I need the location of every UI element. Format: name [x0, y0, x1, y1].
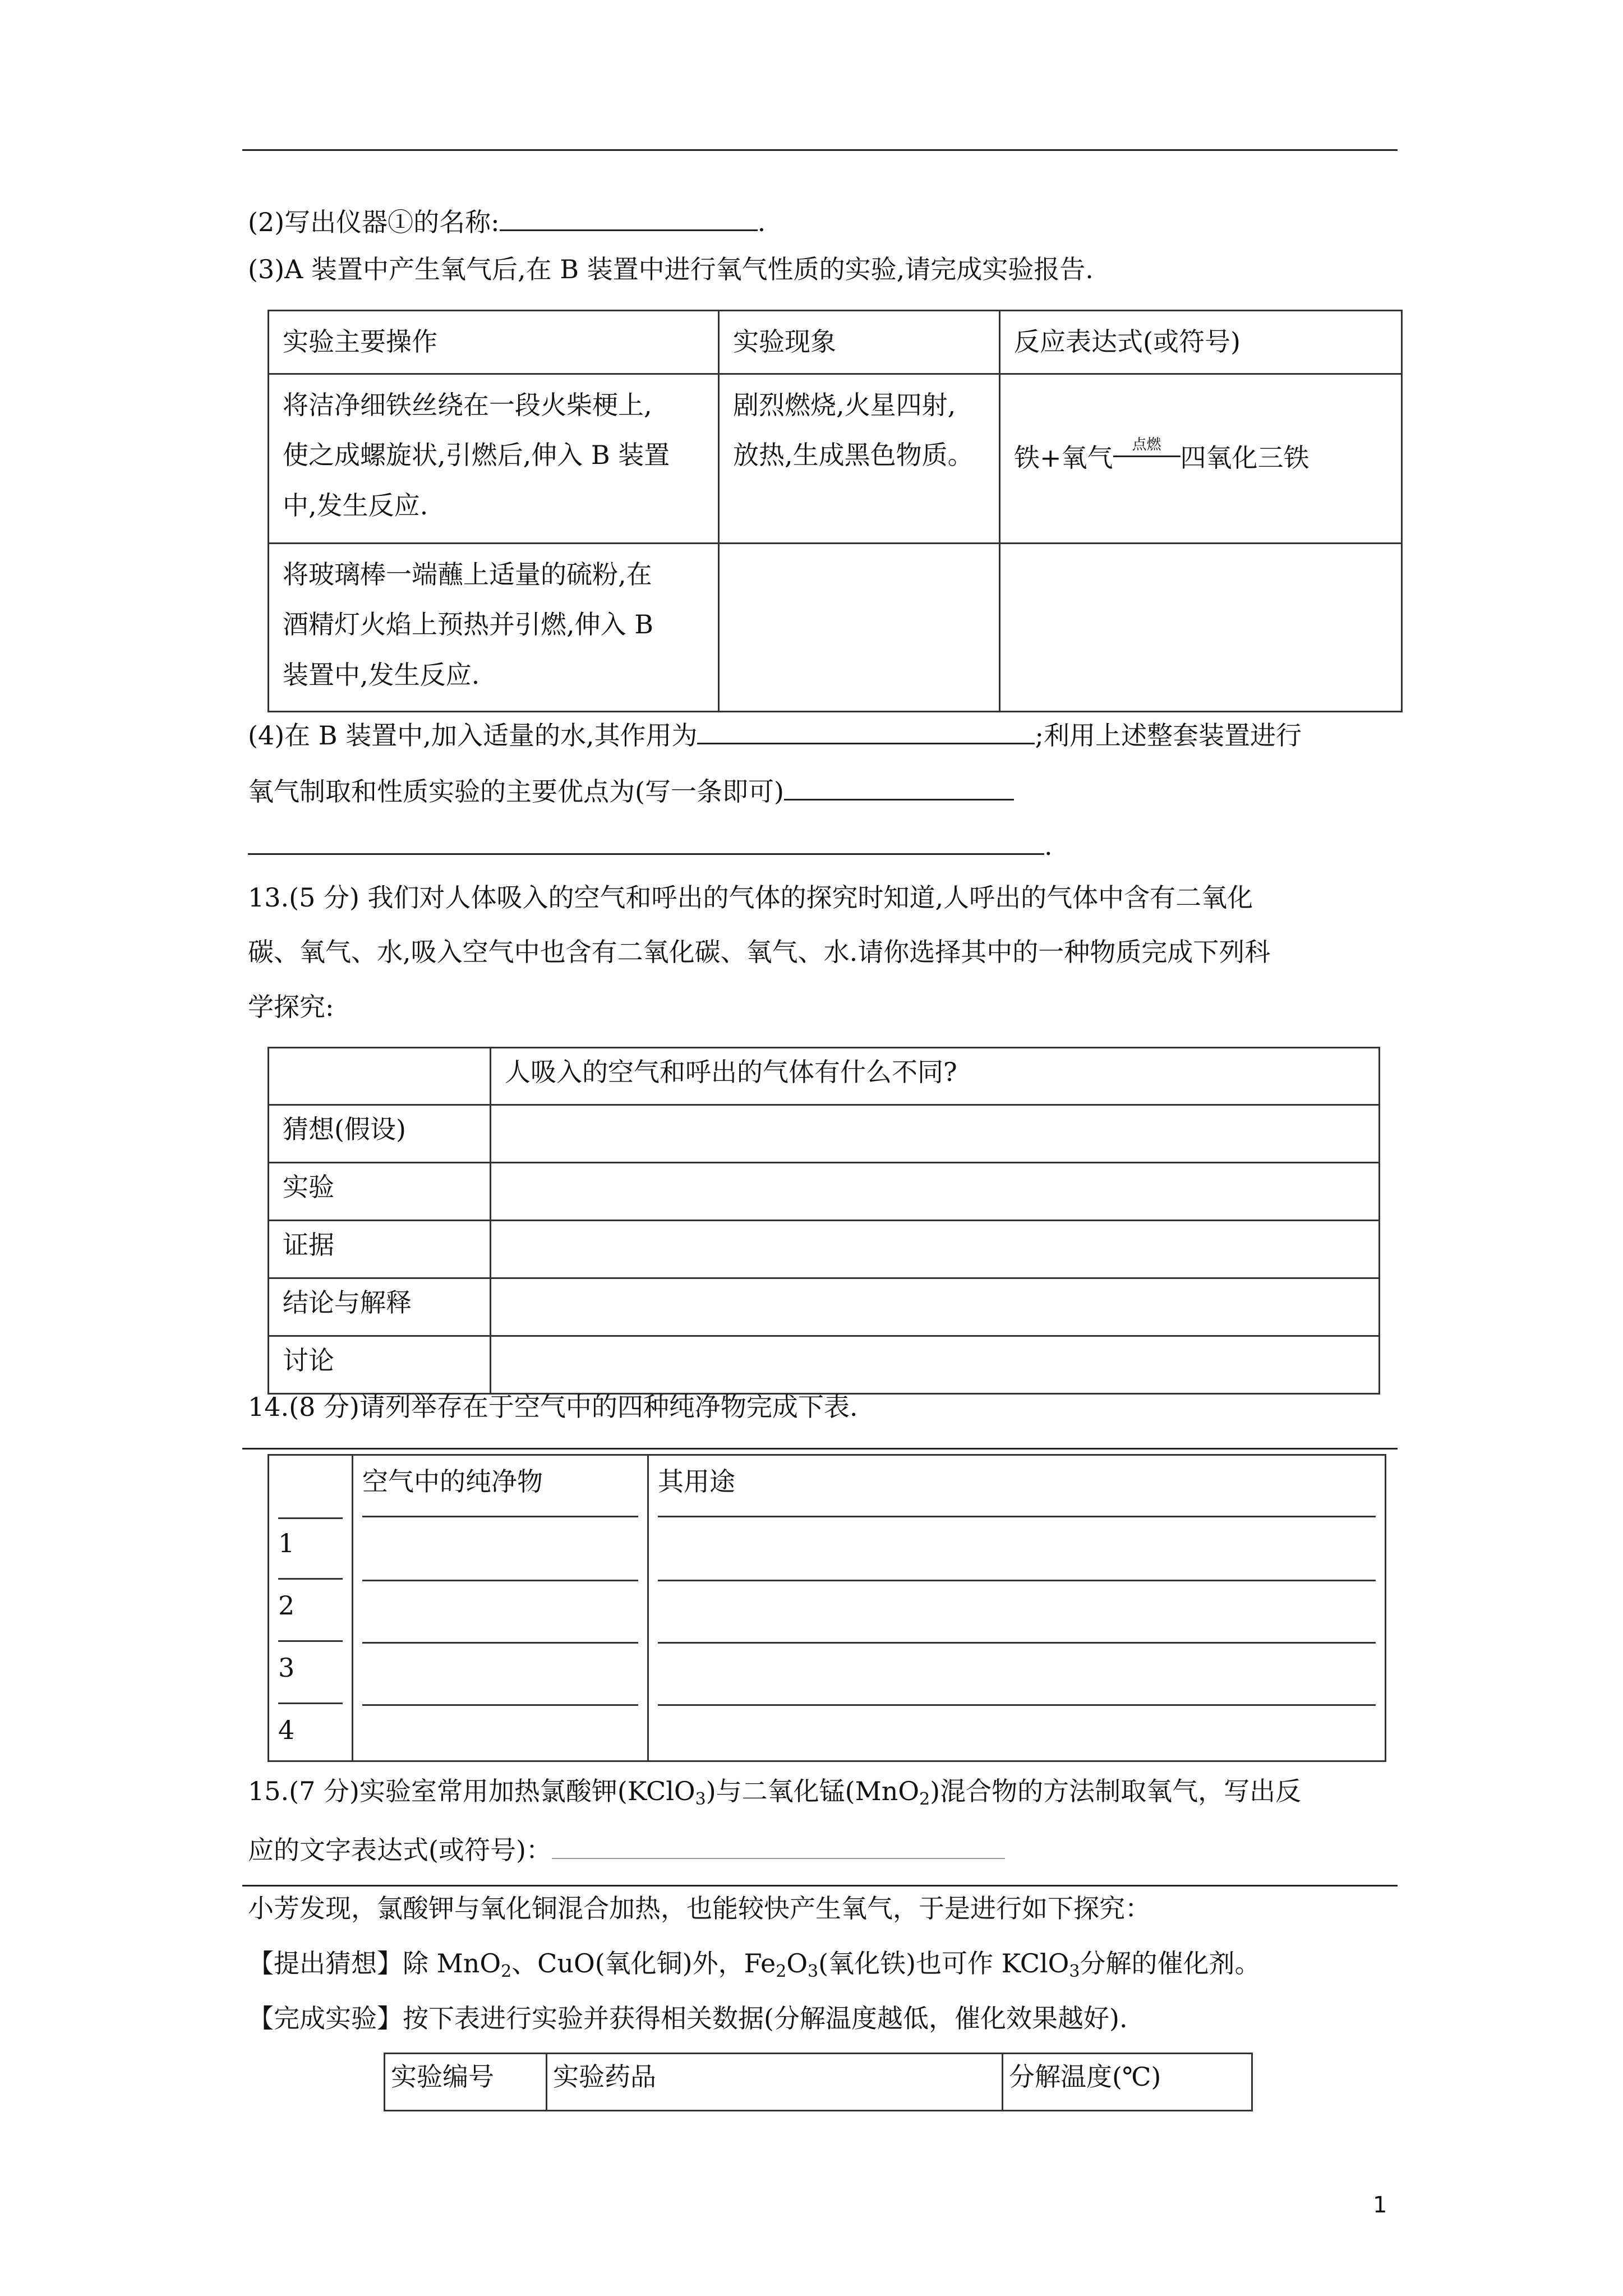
evidence-answer-cell[interactable] — [491, 1221, 1380, 1278]
header-decomposition-temp: 分解温度(℃) — [1003, 2054, 1252, 2111]
q12-part4-line1: (4)在 B 装置中,加入适量的水,其作用为 ;利用上述整套装置进行 — [248, 717, 1302, 748]
hypothesis-answer-cell[interactable] — [491, 1105, 1380, 1163]
table-row — [269, 1048, 1380, 1105]
use-cell-1[interactable] — [648, 1517, 1386, 1580]
table-row — [269, 543, 1402, 711]
header-phenomenon: 实验现象 — [719, 311, 1000, 374]
inquiry-corner-cell — [269, 1048, 491, 1105]
header-substance: 空气中的纯净物 — [362, 1456, 638, 1517]
q15-line3: 小芳发现，氯酸钾与氧化铜混合加热，也能较快产生氧气，于是进行如下探究： — [248, 1893, 1151, 1924]
table-row — [269, 311, 1402, 374]
header-experiment-number: 实验编号 — [385, 2054, 547, 2111]
header-operation: 实验主要操作 — [269, 311, 719, 374]
iron-expression-cell: 铁+氧气 点燃 四氧化三铁 — [1000, 374, 1402, 543]
experiment-report-table — [268, 310, 1403, 712]
discussion-answer-cell[interactable] — [491, 1336, 1380, 1394]
q15-line2: 应的文字表达式(或符号)： — [248, 1832, 1005, 1863]
table-row — [269, 1278, 1380, 1336]
answer-blank-water-role[interactable] — [697, 717, 1035, 744]
q12-part2: (2)写出仪器①的名称: . — [248, 204, 766, 235]
inquiry-title-cell: 人吸入的空气和呼出的气体有什么不同? — [491, 1048, 1380, 1105]
q15-line1: 15.(7 分)实验室常用加热氯酸钾(KClO$_3$)与二氧化锰(MnO$_2$)混合物的方法制取氧气，写出反 — [248, 1776, 1302, 1809]
q15-line5: 【完成实验】按下表进行实验并获得相关数据(分解温度越低，催化效果越好). — [248, 2003, 1128, 2033]
catalyst-experiment-table — [384, 2053, 1253, 2111]
row-label-conclusion: 结论与解释 — [269, 1278, 491, 1336]
reaction-condition: 点燃 — [1113, 441, 1181, 467]
table-row: 1 — [269, 1517, 1386, 1580]
table-row — [269, 1455, 1386, 1517]
header-rule — [242, 149, 1398, 151]
substance-cell-4[interactable] — [353, 1704, 648, 1761]
header-reagents: 实验药品 — [547, 2054, 1003, 2111]
table-row — [269, 1336, 1380, 1394]
header-use: 其用途 — [658, 1456, 1376, 1517]
experiment-answer-cell[interactable] — [491, 1163, 1380, 1221]
use-cell-4[interactable] — [648, 1704, 1386, 1761]
header-expression: 反应表达式(或符号) — [1000, 311, 1402, 374]
iron-operation-cell: 将洁净细铁丝绕在一段火柴梗上, 使之成螺旋状,引燃后,伸入 B 装置 中,发生反应. — [269, 374, 719, 543]
table-row — [385, 2054, 1252, 2111]
answer-blank-instrument[interactable] — [500, 204, 758, 231]
row-label-discussion: 讨论 — [269, 1336, 491, 1394]
pure-substances-table — [268, 1454, 1386, 1762]
q13-line3: 学探究: — [248, 992, 334, 1022]
table-row: 2 — [269, 1580, 1386, 1642]
table-row: 4 — [269, 1704, 1386, 1761]
sulfur-operation-cell: 将玻璃棒一端蘸上适量的硫粉,在 酒精灯火焰上预热并引燃,伸入 B 装置中,发生反应. — [269, 543, 719, 711]
table-row — [269, 374, 1402, 543]
substance-cell-3[interactable] — [353, 1642, 648, 1704]
q14-top-rule — [242, 1448, 1398, 1450]
q14-title: 14.(8 分)请列举存在于空气中的四种纯净物完成下表. — [248, 1392, 858, 1422]
sulfur-phenomenon-cell[interactable] — [719, 543, 1000, 711]
table-row: 3 — [269, 1642, 1386, 1704]
answer-blank-advantage[interactable] — [784, 773, 1014, 800]
substance-cell-2[interactable] — [353, 1580, 648, 1642]
q12-part4-line2: 氧气制取和性质实验的主要优点为(写一条即可) — [248, 773, 1014, 804]
substance-cell-1[interactable] — [353, 1517, 648, 1580]
page-number: 1 — [1373, 2192, 1387, 2218]
table-row — [269, 1105, 1380, 1163]
q12-part4-line3: . — [248, 827, 1053, 859]
answer-blank-advantage-cont[interactable] — [248, 827, 1044, 855]
q15-rule — [242, 1885, 1398, 1887]
row-label-hypothesis: 猜想(假设) — [269, 1105, 491, 1163]
q12-part3: (3)A 装置中产生氧气后,在 B 装置中进行氧气性质的实验,请完成实验报告. — [248, 254, 1094, 284]
sulfur-expression-cell[interactable] — [1000, 543, 1402, 711]
use-cell-2[interactable] — [648, 1580, 1386, 1642]
q15-line4: 【提出猜想】除 MnO$_2$、CuO(氧化铜)外，$Fe_2O_3$(氧化铁)也可作 KClO$_3$分解的催化剂。 — [248, 1948, 1261, 1981]
inquiry-table — [268, 1047, 1380, 1395]
q13-line2: 碳、氧气、水,吸入空气中也含有二氧化碳、氧气、水.请你选择其中的一种物质完成下列科 — [248, 937, 1271, 967]
conclusion-answer-cell[interactable] — [491, 1278, 1380, 1336]
row-label-evidence: 证据 — [269, 1221, 491, 1278]
row-label-experiment: 实验 — [269, 1163, 491, 1221]
use-cell-3[interactable] — [648, 1642, 1386, 1704]
q13-line1: 13.(5 分) 我们对人体吸入的空气和呼出的气体的探究时知道,人呼出的气体中含有二氧化 — [248, 882, 1253, 913]
iron-phenomenon-cell: 剧烈燃烧,火星四射, 放热,生成黑色物质。 — [719, 374, 1000, 543]
answer-blank-word-equation[interactable] — [552, 1832, 1005, 1859]
table-row — [269, 1221, 1380, 1278]
table-row — [269, 1163, 1380, 1221]
